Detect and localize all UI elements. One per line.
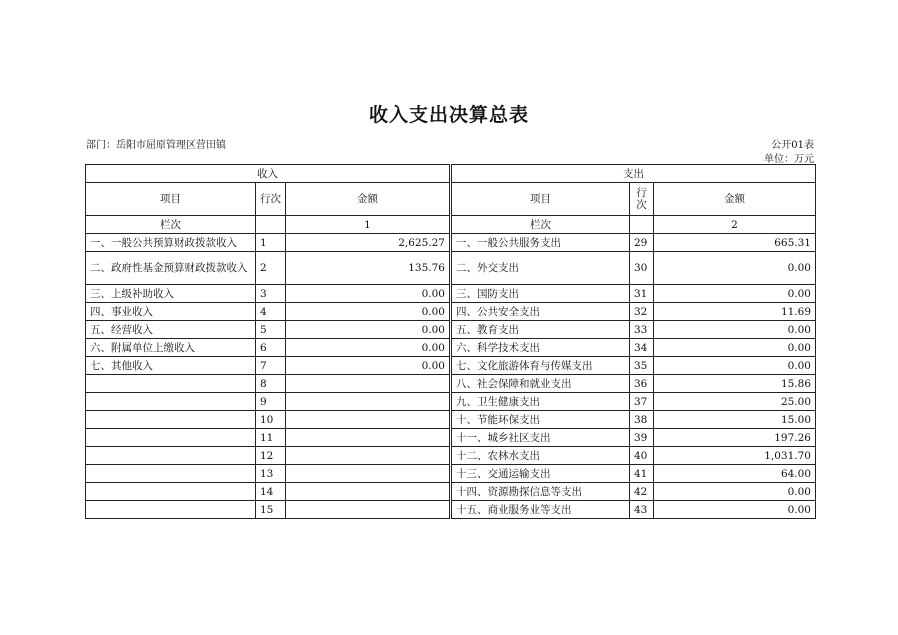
expense-line-cell: 29 (630, 234, 654, 252)
expense-line-cell: 31 (630, 285, 654, 303)
income-item-cell (86, 375, 256, 393)
expense-item-cell: 十三、交通运输支出 (452, 465, 630, 483)
expense-amount-cell: 25.00 (654, 393, 816, 411)
expense-line-header: 行次 (630, 183, 654, 216)
income-amount-cell (286, 483, 450, 501)
income-item-cell (86, 429, 256, 447)
unit-label: 单位：万元 (764, 154, 814, 165)
income-amount-cell (286, 411, 450, 429)
income-item-cell: 一、一般公共预算财政拨款收入 (86, 234, 256, 252)
expense-amount-cell: 0.00 (654, 483, 816, 501)
income-amount-cell (286, 393, 450, 411)
expense-item-cell: 十五、商业服务业等支出 (452, 501, 630, 519)
expense-line-cell: 39 (630, 429, 654, 447)
income-line-cell: 2 (256, 252, 286, 285)
expense-line-cell: 30 (630, 252, 654, 285)
expense-item-cell: 十二、农林水支出 (452, 447, 630, 465)
income-item-cell: 四、事业收入 (86, 303, 256, 321)
income-item-cell (86, 393, 256, 411)
income-item-cell (86, 465, 256, 483)
department-label: 部门：岳阳市屈原管理区营田镇 (86, 140, 226, 151)
expense-section-header: 支出 (452, 165, 816, 183)
income-line-cell: 3 (256, 285, 286, 303)
expense-amount-cell: 197.26 (654, 429, 816, 447)
income-amount-cell (286, 465, 450, 483)
expense-amount-header: 金额 (654, 183, 816, 216)
table-row (86, 447, 816, 465)
table-row (86, 501, 816, 519)
income-item-cell: 三、上级补助收入 (86, 285, 256, 303)
income-amount-cell: 0.00 (286, 357, 450, 375)
expense-amount-cell: 0.00 (654, 321, 816, 339)
expense-line-cell: 40 (630, 447, 654, 465)
expense-column-number: 2 (654, 216, 816, 234)
income-amount-cell: 0.00 (286, 303, 450, 321)
expense-item-cell: 十四、资源勘探信息等支出 (452, 483, 630, 501)
income-amount-cell: 0.00 (286, 339, 450, 357)
income-section-header: 收入 (86, 165, 450, 183)
income-amount-cell (286, 447, 450, 465)
expense-item-cell: 三、国防支出 (452, 285, 630, 303)
expense-item-cell: 四、公共安全支出 (452, 303, 630, 321)
income-line-cell: 14 (256, 483, 286, 501)
income-column-number: 1 (286, 216, 450, 234)
table-row (86, 339, 816, 357)
expense-amount-cell: 1,031.70 (654, 447, 816, 465)
income-item-cell (86, 411, 256, 429)
table-row (86, 375, 816, 393)
income-item-cell: 五、经营收入 (86, 321, 256, 339)
expense-amount-cell: 665.31 (654, 234, 816, 252)
report-title: 收入支出决算总表 (368, 104, 529, 126)
income-line-cell: 9 (256, 393, 286, 411)
expense-line-cell: 41 (630, 465, 654, 483)
column-label-row (86, 216, 816, 234)
income-line-cell: 11 (256, 429, 286, 447)
income-amount-cell: 0.00 (286, 321, 450, 339)
income-line-cell: 13 (256, 465, 286, 483)
income-amount-cell: 135.76 (286, 252, 450, 285)
expense-item-cell: 二、外交支出 (452, 252, 630, 285)
income-item-cell: 六、附属单位上缴收入 (86, 339, 256, 357)
income-amount-cell: 2,625.27 (286, 234, 450, 252)
table-row (86, 393, 816, 411)
table-row (86, 483, 816, 501)
expense-item-cell: 五、教育支出 (452, 321, 630, 339)
expense-line-cell: 35 (630, 357, 654, 375)
table-row (86, 411, 816, 429)
expense-line-cell: 37 (630, 393, 654, 411)
income-amount-cell: 0.00 (286, 285, 450, 303)
income-item-cell (86, 483, 256, 501)
expense-item-cell: 七、文化旅游体育与传媒支出 (452, 357, 630, 375)
expense-line-cell: 43 (630, 501, 654, 519)
table-row (86, 429, 816, 447)
table-row (86, 234, 816, 252)
expense-amount-cell: 11.69 (654, 303, 816, 321)
income-line-cell: 1 (256, 234, 286, 252)
table-row (86, 357, 816, 375)
table-row (86, 465, 816, 483)
income-line-cell: 8 (256, 375, 286, 393)
expense-amount-cell: 15.86 (654, 375, 816, 393)
expense-column-label-blank (630, 216, 654, 234)
income-item-cell (86, 501, 256, 519)
income-line-cell: 15 (256, 501, 286, 519)
income-item-cell: 七、其他收入 (86, 357, 256, 375)
income-expense-table (85, 164, 816, 519)
expense-item-cell: 九、卫生健康支出 (452, 393, 630, 411)
section-header-row (86, 165, 816, 183)
income-amount-cell (286, 501, 450, 519)
expense-item-cell: 一、一般公共服务支出 (452, 234, 630, 252)
expense-amount-cell: 0.00 (654, 339, 816, 357)
form-number: 公开01表 (771, 140, 814, 151)
income-column-label: 栏次 (86, 216, 256, 234)
income-item-header: 项目 (86, 183, 256, 216)
income-amount-header: 金额 (286, 183, 450, 216)
expense-amount-cell: 0.00 (654, 252, 816, 285)
income-column-label-blank (256, 216, 286, 234)
expense-amount-cell: 0.00 (654, 501, 816, 519)
income-line-cell: 12 (256, 447, 286, 465)
table-row (86, 303, 816, 321)
table-row (86, 321, 816, 339)
income-line-cell: 6 (256, 339, 286, 357)
expense-line-cell: 36 (630, 375, 654, 393)
income-amount-cell (286, 429, 450, 447)
income-line-cell: 7 (256, 357, 286, 375)
expense-line-cell: 34 (630, 339, 654, 357)
expense-column-label: 栏次 (452, 216, 630, 234)
table-row (86, 285, 816, 303)
expense-item-cell: 十、节能环保支出 (452, 411, 630, 429)
expense-amount-cell: 64.00 (654, 465, 816, 483)
income-line-header: 行次 (256, 183, 286, 216)
table-row (86, 252, 816, 285)
expense-amount-cell: 0.00 (654, 285, 816, 303)
income-line-cell: 10 (256, 411, 286, 429)
expense-line-cell: 33 (630, 321, 654, 339)
income-line-cell: 4 (256, 303, 286, 321)
income-line-cell: 5 (256, 321, 286, 339)
expense-item-cell: 六、科学技术支出 (452, 339, 630, 357)
expense-item-cell: 十一、城乡社区支出 (452, 429, 630, 447)
expense-amount-cell: 15.00 (654, 411, 816, 429)
income-item-cell: 二、政府性基金预算财政拨款收入 (86, 252, 256, 285)
expense-item-cell: 八、社会保障和就业支出 (452, 375, 630, 393)
expense-line-cell: 38 (630, 411, 654, 429)
column-header-row (86, 183, 816, 216)
expense-item-header: 项目 (452, 183, 630, 216)
income-amount-cell (286, 375, 450, 393)
expense-line-cell: 32 (630, 303, 654, 321)
income-item-cell (86, 447, 256, 465)
expense-amount-cell: 0.00 (654, 357, 816, 375)
expense-line-cell: 42 (630, 483, 654, 501)
